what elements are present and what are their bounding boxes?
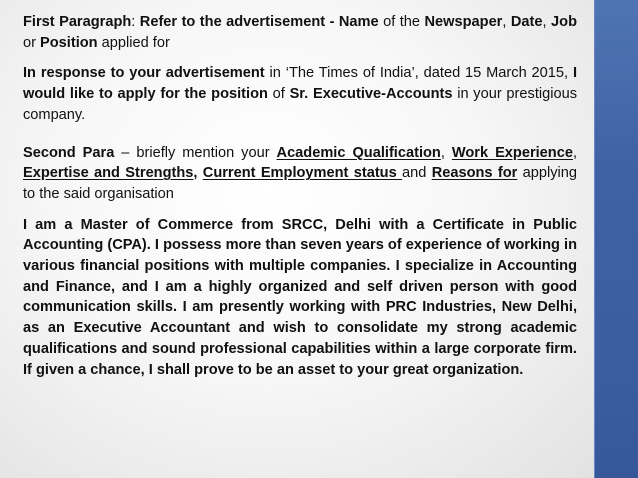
qualification-example-text: I am a Master of Commerce from SRCC, Delhi with a Certificate in Public Accounting (CPA). I possess more than seven years of experience of working in various financial positions with multiple companies. I specialize in Accounting and Finance, and I am a highly organized and self driven person with good communication skills. I am presently working with PRC Industries, New Delhi, as an Executive Accountant and wish to consolidate my strong academic qualifications and sound professional capabilities within a large corporate firm. If given a chance, I shall prove to be an asset to your great organization. [23, 216, 577, 378]
job-text: Job [551, 14, 577, 30]
paragraph-second-example [23, 215, 577, 381]
applied-for-text: applied for [97, 34, 170, 51]
academic-qualification-text: Academic Qualification [276, 144, 441, 161]
newspaper-date-text: in ‘The Times of India’, dated 15 March 2015, [264, 65, 573, 82]
advertisement-name-text: Refer to the advertisement - Name [139, 14, 379, 30]
date-text: Date [510, 14, 543, 30]
connector-text: , [193, 165, 203, 182]
connector-text: of the [378, 14, 425, 30]
connector-text: , [572, 144, 578, 161]
position-text: Position [40, 34, 98, 51]
employment-status-text: Current Employment status [202, 165, 403, 182]
expertise-strengths-text: Expertise and Strengths [23, 165, 194, 182]
work-experience-text: Work Experience [451, 144, 573, 161]
newspaper-text: Newspaper [424, 14, 503, 30]
connector-text: , [440, 144, 452, 161]
connector-text: – briefly mention your [114, 144, 277, 161]
response-phrase: In response to your advertisement [23, 65, 265, 82]
connector-text: , [542, 14, 552, 30]
first-paragraph-label: First Paragraph [23, 14, 132, 30]
company-phrase: in your prestigious company. [23, 86, 578, 123]
apply-phrase: I would like to apply for the position [23, 65, 578, 103]
side-accent-band [594, 0, 638, 478]
organisation-text: applying to the said organisation [23, 165, 577, 202]
second-para-label: Second Para [23, 144, 115, 161]
paragraph-first-instruction [23, 12, 577, 53]
paragraph-first-example [23, 63, 577, 125]
paragraph-second-instruction [23, 143, 577, 205]
connector-text: and [402, 165, 432, 182]
connector-text: or [23, 34, 41, 51]
side-band-divider [594, 0, 595, 478]
connector-text: , [502, 14, 511, 30]
separator-text: : [131, 14, 140, 30]
position-title: Sr. Executive-Accounts [289, 86, 453, 103]
reasons-for-text: Reasons for [431, 165, 518, 182]
connector-text: of [267, 86, 290, 103]
slide-content [23, 12, 577, 380]
